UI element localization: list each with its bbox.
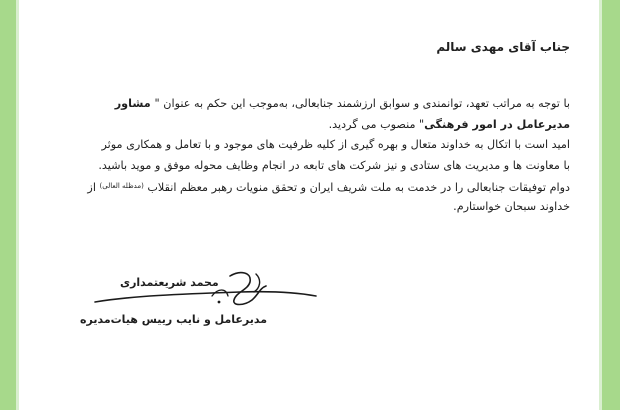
body-line-1-text: با توجه به مراتب تعهد، توانمندی و سوابق ارزشمند جنابعالی، به‌موجب این حکم به عنوان " (154, 97, 570, 110)
body-line-5 (74, 176, 570, 197)
body-line-5-text: دوام توفیقات جنابعالی را در خدمت به ملت شریف ایران و تحقق منویات رهبر معظم انقلاب (143, 181, 570, 194)
salutation: جناب آقای مهدی سالم (436, 40, 570, 54)
right-border (602, 0, 620, 410)
letter-content (70, 0, 570, 410)
left-border-inner (16, 0, 19, 410)
signatory-name: محمد شریعتمداری (120, 276, 219, 289)
body-line-1-bold: مشاور (114, 97, 155, 110)
signatory-title: مدیرعامل و نایب رییس هیات‌مدیره (80, 313, 268, 326)
body-line-2 (74, 115, 570, 136)
honorific-small: (مدظله العالی) (99, 182, 144, 190)
letter-body (74, 94, 570, 217)
body-line-3: امید است با اتکال به خداوند متعال و بهره گیری از کلیه ظرفیت های موجود و با تعامل و همکاری موثر (101, 138, 570, 151)
body-line-1 (74, 94, 570, 115)
body-line-5-end: از (87, 181, 100, 194)
left-border (0, 0, 16, 410)
body-line-2-text: " منصوب می گردید. (328, 117, 425, 131)
body-line-6: خداوند سبحان خواستارم. (453, 199, 570, 213)
handwritten-signature (90, 266, 320, 312)
body-line-2-bold: مدیرعامل در امور فرهنگی (424, 117, 570, 131)
body-line-4: با معاونت ها و مدیریت های ستادی و نیز شرکت های تابعه در انجام وظایف محوله موفق و موید باشید. (98, 158, 570, 172)
